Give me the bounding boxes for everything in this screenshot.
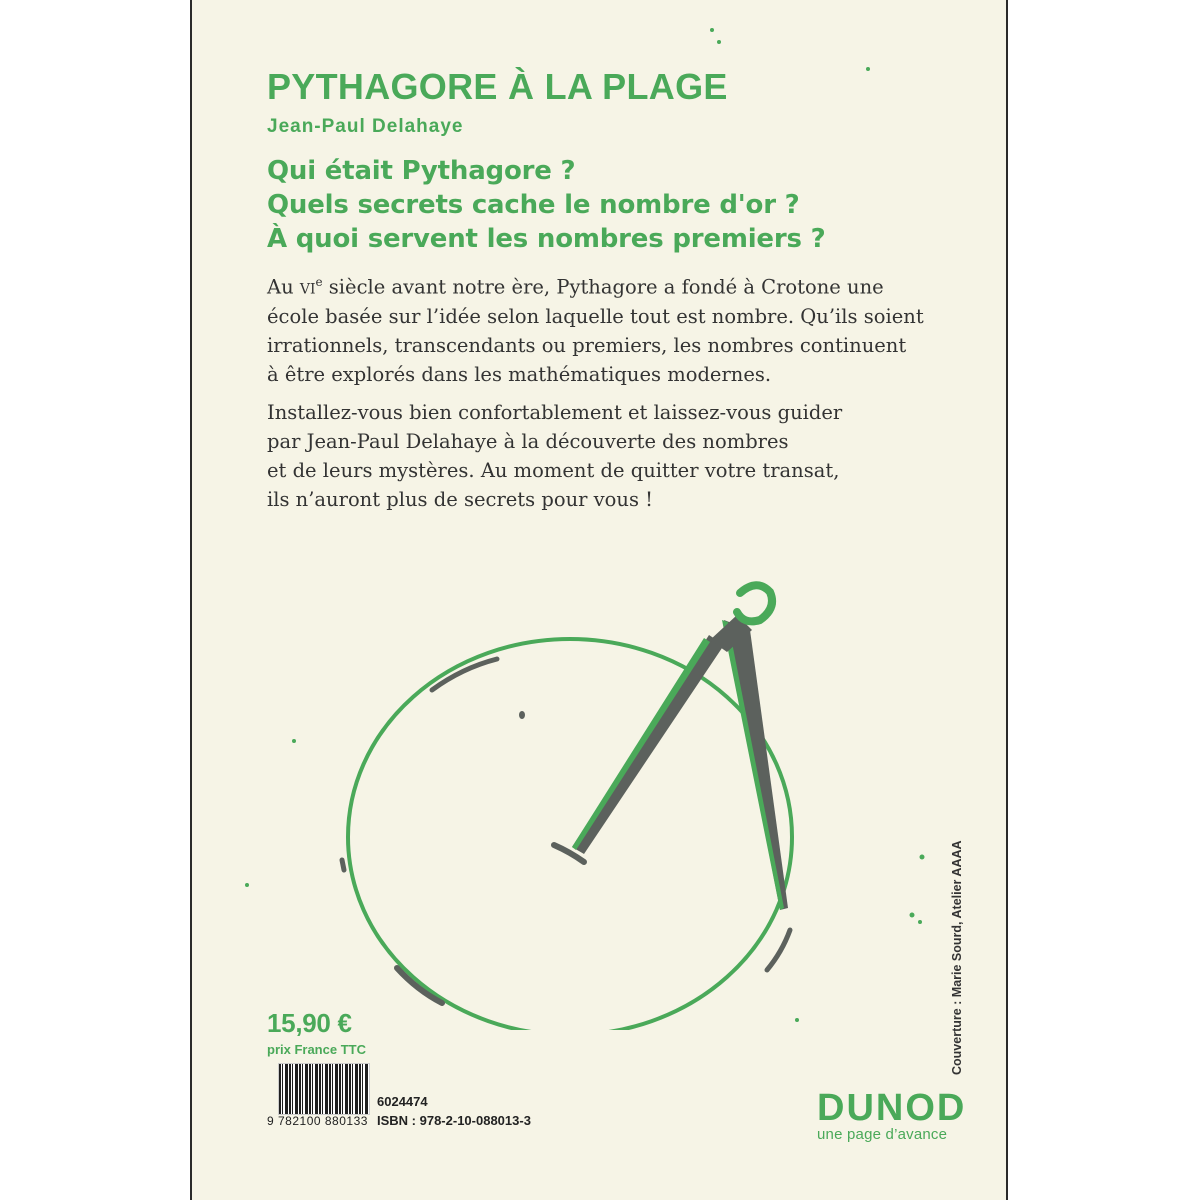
question-3: À quoi servent les nombres premiers ? [267, 224, 826, 254]
paragraph-1-line-4: à être explorés dans les mathématiques modernes. [267, 362, 772, 386]
paragraph-2-line-1: Installez-vous bien confortablement et laissez-vous guider [267, 401, 843, 424]
speck [292, 739, 296, 743]
speck [245, 883, 249, 887]
paragraph-2-line-4: ils n’auront plus de secrets pour vous ! [267, 488, 654, 511]
paragraph-1-line-2: école basée sur l’idée selon laquelle tout est nombre. Qu’ils soient [267, 304, 924, 328]
description-paragraph-2 [267, 398, 967, 514]
question-1: Qui était Pythagore ? [267, 156, 576, 186]
paragraph-2-line-2: par Jean-Paul Delahaye à la découverte des nombres [267, 430, 789, 453]
barcode-icon [278, 1063, 370, 1115]
compass-leg-left [572, 635, 724, 854]
paragraph-1-line-1 [267, 268, 967, 302]
product-code: 6024474 [377, 1094, 428, 1109]
speck [866, 67, 870, 71]
speck [910, 913, 915, 918]
speckles-top [192, 0, 1010, 80]
book-title: PYTHAGORE À LA PLAGE [267, 66, 728, 107]
paragraph-2-line-3: et de leurs mystères. Au moment de quitter votre transat, [267, 459, 840, 482]
speck [717, 40, 721, 44]
speck [710, 28, 714, 32]
publisher-tagline: une page d’avance [817, 1126, 948, 1143]
description-paragraph-1 [267, 268, 967, 389]
compass-leg-left-highlight [572, 638, 710, 850]
questions-block [267, 154, 826, 256]
speck [795, 1018, 799, 1022]
isbn: ISBN : 978-2-10-088013-3 [377, 1113, 531, 1128]
circle-shadow-stroke [342, 860, 344, 870]
circle-shadow-stroke [397, 968, 442, 1003]
price-note: prix France TTC [267, 1042, 366, 1057]
century-numeral: vi [299, 275, 316, 299]
publisher-logo: DUNOD [817, 1087, 967, 1129]
price: 15,90 € [267, 1008, 352, 1038]
cover-credit: Couverture : Marie Sourd, Atelier AAAA [950, 840, 964, 1075]
line-prefix: Au [267, 275, 300, 299]
drawn-circle [348, 639, 792, 1030]
question-2: Quels secrets cache le nombre d'or ? [267, 190, 800, 220]
speck [920, 855, 925, 860]
compass-handle [737, 585, 772, 621]
circle-shadow-stroke [767, 930, 790, 970]
line-rest: siècle avant notre ère, Pythagore a fondé à Crotone une [322, 275, 884, 299]
barcode-number: 9 782100 880133 [267, 1114, 368, 1128]
compass-drawing-circle-icon [192, 560, 1010, 1030]
speck [519, 711, 525, 719]
back-cover [190, 0, 1008, 1200]
speck [918, 920, 922, 924]
paragraph-1-line-3: irrationnels, transcendants ou premiers, les nombres continuent [267, 333, 907, 357]
century-superscript: e [315, 275, 323, 289]
book-author: Jean-Paul Delahaye [267, 116, 464, 137]
